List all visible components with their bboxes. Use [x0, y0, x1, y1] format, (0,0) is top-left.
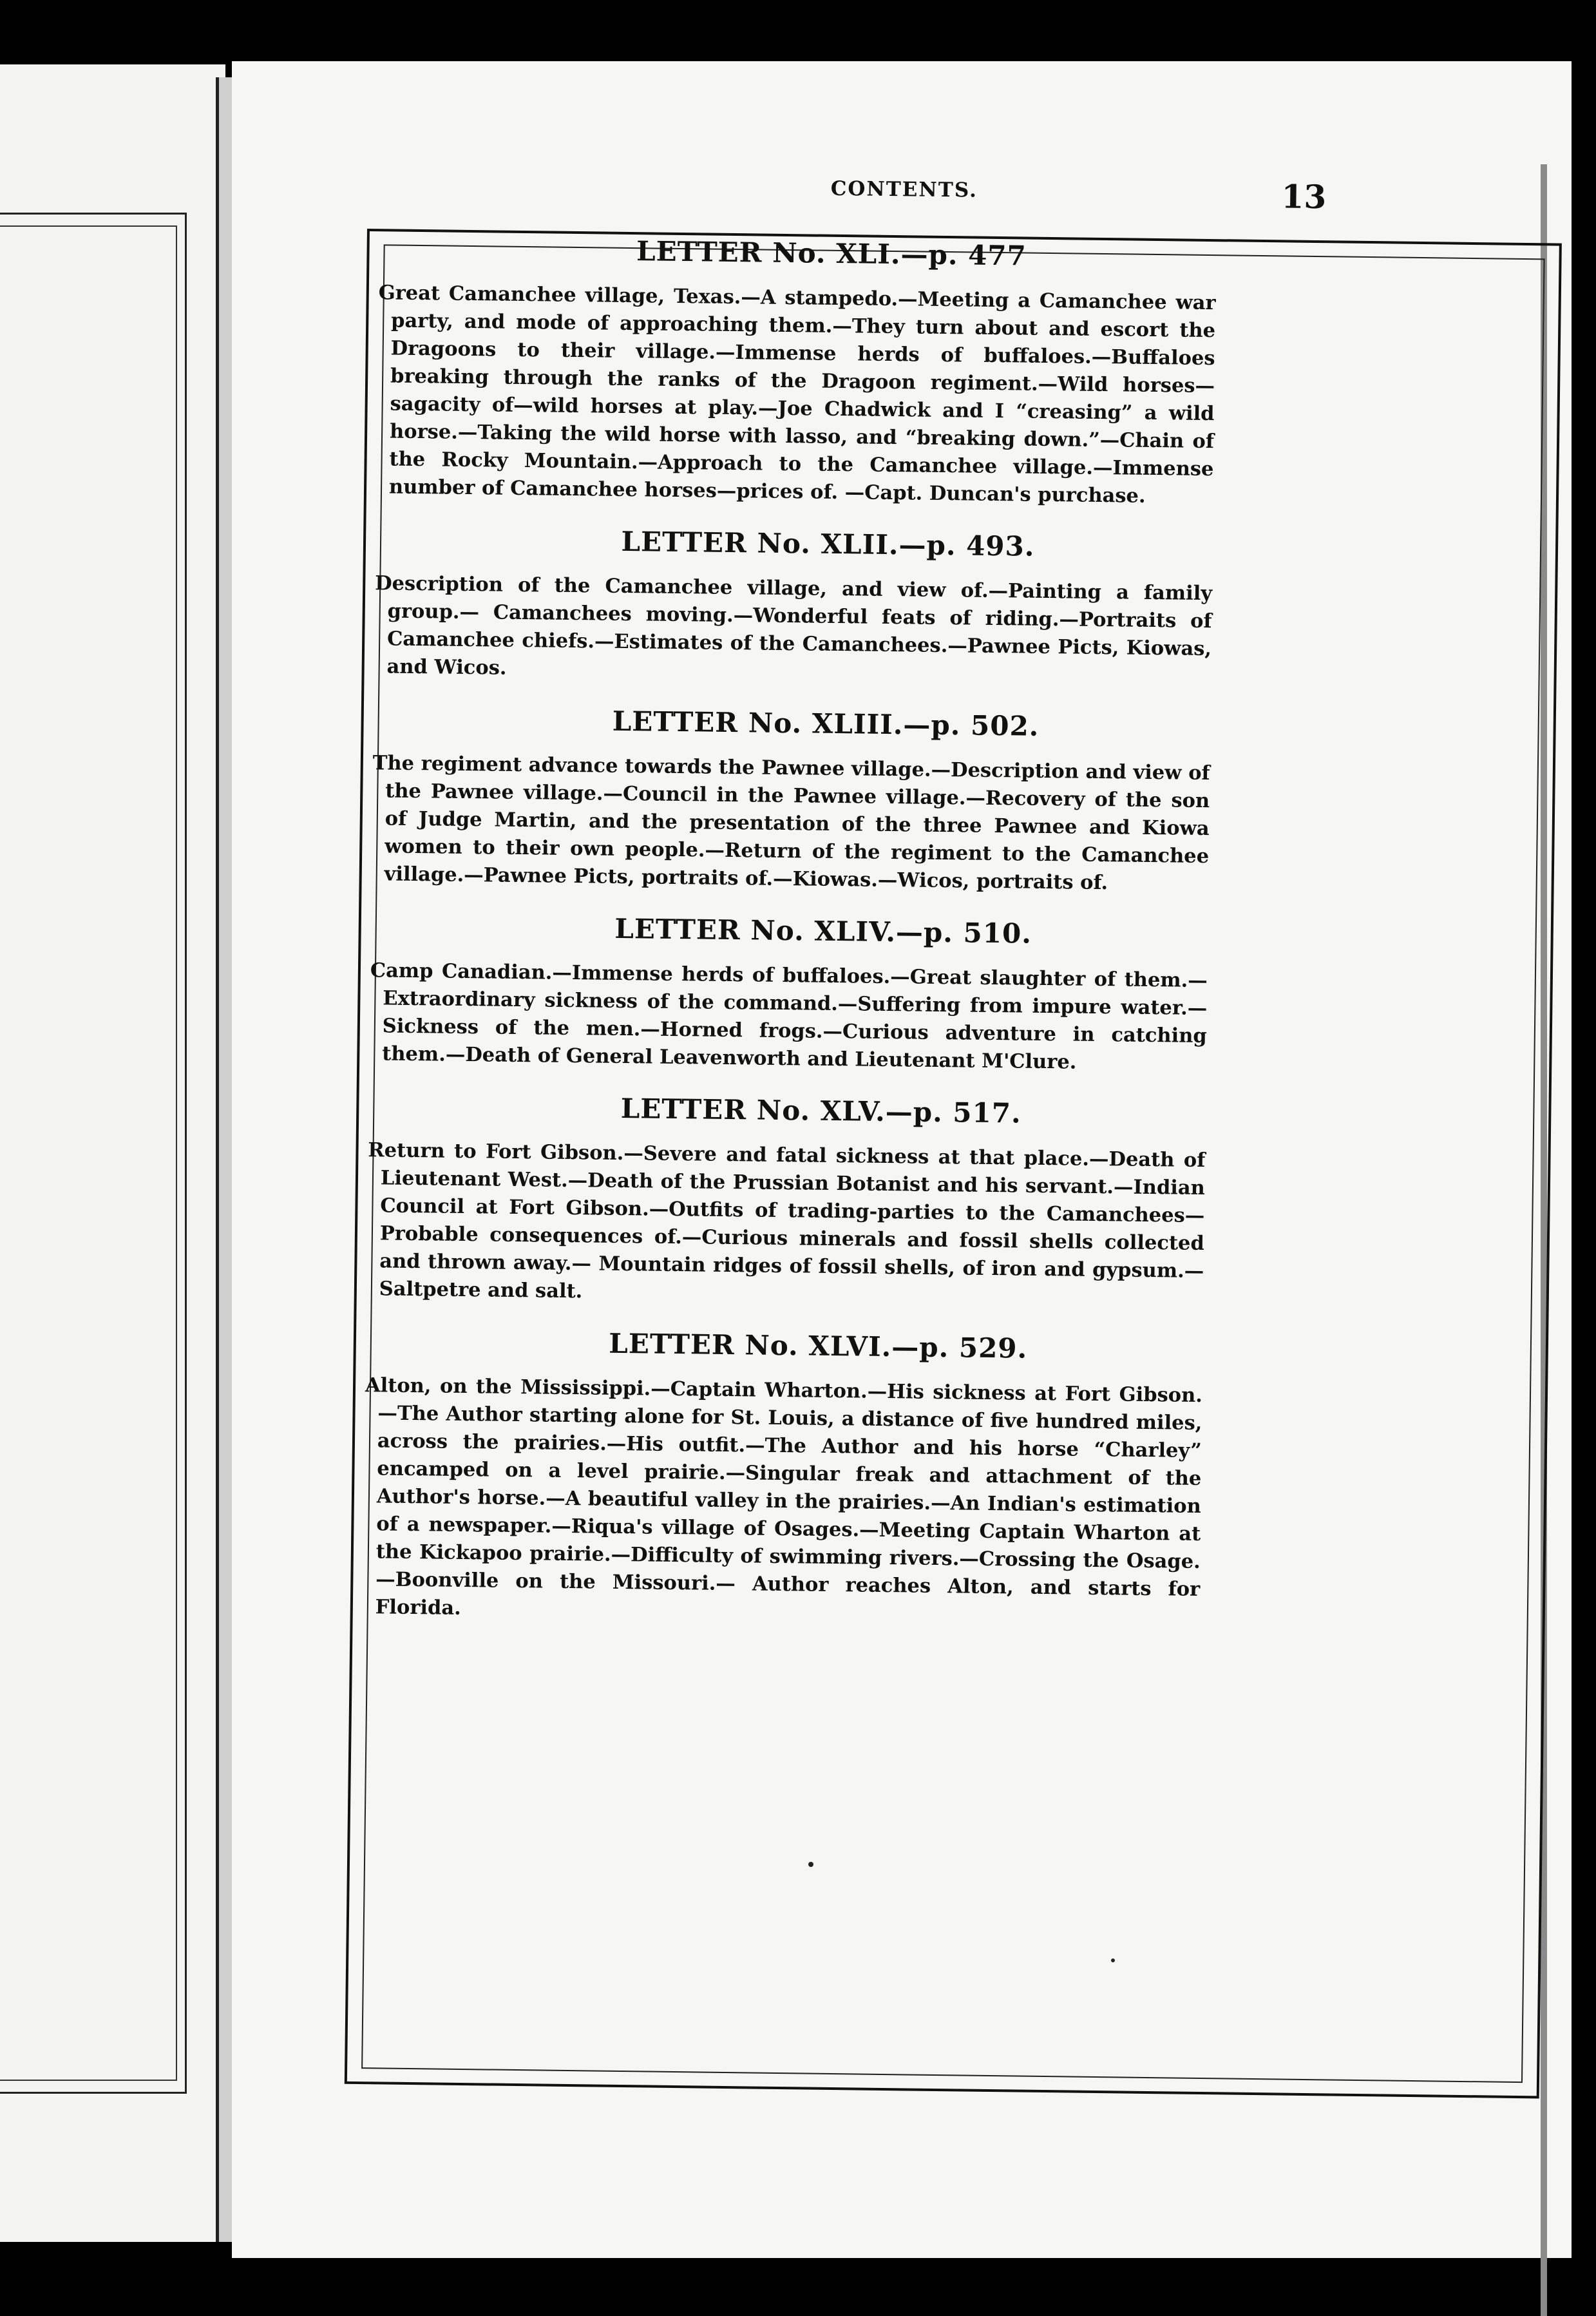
letter-entry — [371, 702, 1210, 897]
letter-summary: Return to Fort Gibson.—Severe and fatal sickness at that place.—Death of Lieutenant West.—Death of the Prussian Botanist and his servant.—Indian Council at Fort Gibson.—Outfits of trading-parties to the Camanchees—Probable consequences of.—Curious minerals and fossil shells collected and thrown away.— Mountain ridges of fossil shells, of iron and gypsum.—Saltpetre and salt. — [368, 1138, 1206, 1303]
letter-summary: The regiment advance towards the Pawnee village.—Description and view of the Pawnee village.—Council in the Pawnee village.—Recovery of the son of Judge Martin, and the presentation of the three Pawnee and Kiowa women to their own people.—Return of the regiment to the Camanchee village.—Pawnee Picts, portraits of.—Kiowas.—Wicos, portraits of. — [372, 751, 1210, 895]
letter-heading: LETTER No. XLV.—p. 517. — [620, 1092, 1021, 1129]
letter-summary: Great Camanchee village, Texas.—A stampedo.—Meeting a Camanchee war party, and mode of approaching them.—They turn about and escort the Dragoons to their village.—Immense herds of buffaloes.—Buffaloes breaking through the ranks of the Dragoon regiment.—Wild horses—sagacity of—wild horses at play.—Joe Chadwick and I “creasing” a wild horse.—Taking the wild horse with lasso, and “breaking down.”—Chain of the Rocky Mountain.—Approach to the Camanchee village.—Immense number of Camanchee horses—prices of. —Capt. Duncan's purchase. — [378, 281, 1216, 508]
letter-summary: Alton, on the Mississippi.—Captain Wharton.—His sickness at Fort Gibson.—The Author starting alone for St. Louis, a distance of five hundred miles, across the prairies.—His outfit.—The Author and his horse “Charley” encamped on a level prairie.—Singular freak and attachment of the Author's horse.—A beautiful valley in the prairies.—An Indian's estimation of a newspaper.—Riqua's village of Osages.—Meeting Captain Wharton at the Kickapoo prairie.—Difficulty of swimming rivers.—Crossing the Osage.—Boonville on the Missouri.— Author reaches Alton, and starts for Florida. — [365, 1373, 1203, 1620]
letter-heading: LETTER No. XLII.—p. 493. — [621, 525, 1035, 562]
letter-heading: LETTER No. XLIV.—p. 510. — [614, 912, 1032, 950]
left-page-inner-border — [0, 225, 177, 2081]
page-number: 13 — [1281, 177, 1327, 216]
letter-entry — [363, 1325, 1203, 1631]
left-page-fragment — [0, 64, 225, 2242]
ink-speck — [808, 1862, 813, 1867]
letter-entry — [366, 1089, 1206, 1312]
letter-heading: LETTER No. XLI.—p. 477 — [636, 235, 1027, 272]
letter-entry — [376, 232, 1216, 510]
ink-speck — [1111, 1958, 1115, 1962]
running-head — [379, 171, 1327, 220]
contents-page — [232, 61, 1572, 2258]
letter-entry — [374, 522, 1213, 690]
running-head-title: CONTENTS. — [830, 177, 978, 202]
letter-heading: LETTER No. XLVI.—p. 529. — [609, 1327, 1028, 1364]
letter-summary: Description of the Camanchee village, and view of.—Painting a family group.— Camanchees moving.—Wonderful feats of riding.—Portraits of Camanchee chiefs.—Estimates of the Camanchees.—Pawnee Picts, Kiowas, and Wicos. — [374, 571, 1213, 680]
letter-summary: Camp Canadian.—Immense herds of buffaloes.—Great slaughter of them.—Extraordinary sickness of the command.—Suffering from impure water.—Sickness of the men.—Horned frogs.—Curious adventure in catching them.—Death of General Leavenworth and Lieutenant M'Clure. — [370, 959, 1208, 1074]
letter-heading: LETTER No. XLIII.—p. 502. — [612, 705, 1040, 742]
contents-body — [295, 171, 1327, 1631]
letter-entry — [369, 910, 1208, 1077]
